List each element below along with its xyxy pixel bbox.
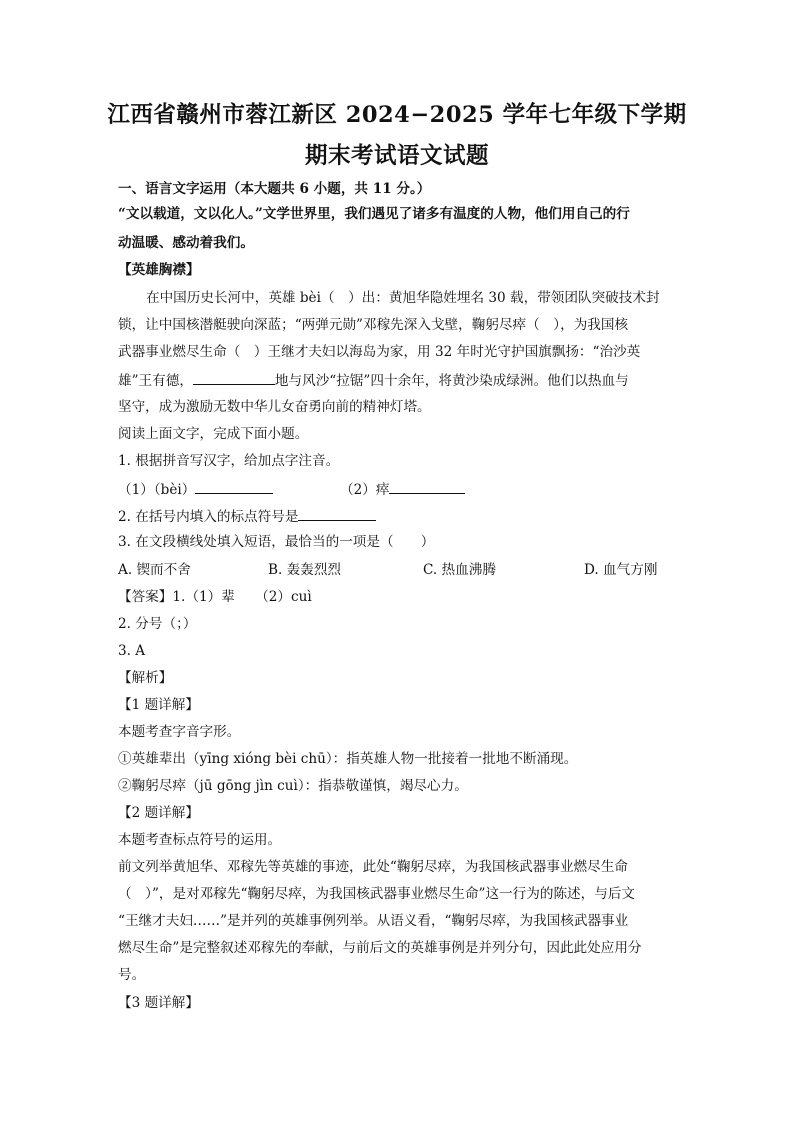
answer-line-1: 【答案】1.（1）辈 （2）cuì (118, 589, 312, 605)
fill-blank-line (193, 370, 275, 385)
option-d: D. 血气方刚 (584, 562, 658, 578)
passage-line-4 (118, 370, 629, 390)
intro-text-line-2: 动温暖、感动着我们。 (118, 235, 254, 251)
option-b: B. 轰轰烈烈 (268, 562, 342, 578)
answer-blank (389, 479, 465, 494)
question-1-part-a (118, 479, 273, 499)
question-1-part-b (340, 479, 465, 499)
answer-blank (298, 506, 376, 521)
detail-2-heading: 【2 题详解】 (118, 805, 199, 821)
detail-2-line-3: （ ）”，是对邓稼先“鞠躬尽瘁，为我国核武器事业燃尽生命”这一行为的陈述，与后文 (118, 886, 636, 902)
sub-heading: 【英雄胸襟】 (118, 262, 200, 278)
detail-2-line-2: 前文列举黄旭华、邓稼先等英雄的事迹，此处“鞠躬尽瘁，为我国核武器事业燃尽生命 (118, 859, 628, 875)
intro-text-line-1: “文以载道，文以化人。”文学世界里，我们遇见了诸多有温度的人物，他们用自己的行 (118, 206, 630, 222)
passage-line-3: 武器事业燃尽生命（ ）王继才夫妇以海岛为家，用 32 年时光守护国旗飘扬：“治沙英 (118, 344, 641, 360)
page-subtitle: 期末考试语文试题 (304, 143, 489, 169)
page-title: 江西省赣州市蓉江新区 2024−2025 学年七年级下学期 (107, 102, 687, 128)
passage-line-4-end: 地与风沙“拉锯”四十余年，将黄沙染成绿洲。他们以热血与 (274, 373, 629, 389)
detail-2-line-1: 本题考查标点符号的运用。 (118, 832, 282, 848)
passage-line-4-start: 雄”王有德， (118, 373, 193, 389)
answer-line-3: 3. A (118, 643, 146, 659)
analysis-heading: 【解析】 (118, 670, 173, 686)
detail-1-line-1: 本题考查字音字形。 (118, 724, 241, 740)
answer-line-2: 2. 分号（；） (118, 616, 197, 632)
option-c: C. 热血沸腾 (423, 562, 496, 578)
detail-2-line-4: “王继才夫妇……”是并列的英雄事例列举。从语义看，“鞠躬尽瘁，为我国核武器事业 (118, 913, 629, 929)
option-a: A. 锲而不舍 (118, 562, 191, 578)
detail-2-line-6: 号。 (118, 967, 146, 983)
detail-2-line-5: 燃尽生命”是完整叙述邓稼先的奉献，与前后文的英雄事例是并列分句，因此此处应用分 (118, 940, 642, 956)
detail-1-line-2: ①英雄辈出（yīng xióng bèi chū）：指英雄人物一批接着一批地不断涌现。 (118, 751, 578, 767)
passage-line-1: 在中国历史长河中，英雄 bèi（ ）出：黄旭华隐姓埋名 30 载，带领团队突破技术封 (146, 290, 660, 306)
question-1-part-b-label: （2）瘁 (340, 482, 390, 498)
detail-1-line-3: ②鞠躬尽瘁（jū gōng jìn cuì）：指恭敬谨慎，竭尽心力。 (118, 778, 468, 794)
question-3: 3. 在文段横线处填入短语，最恰当的一项是（ ） (118, 534, 435, 550)
passage-line-5: 坚守，成为激励无数中华儿女奋勇向前的精神灯塔。 (118, 399, 431, 415)
detail-3-heading: 【3 题详解】 (118, 995, 199, 1011)
question-2-label: 2. 在括号内填入的标点符号是 (118, 509, 299, 525)
question-1: 1. 根据拼音写汉字，给加点字注音。 (118, 453, 340, 469)
answer-blank (195, 479, 273, 494)
detail-1-heading: 【1 题详解】 (118, 697, 199, 713)
passage-line-2: 锁，让中国核潜艇驶向深蓝；“两弹元勋”邓稼先深入戈壁，鞠躬尽瘁（ ），为我国核 (118, 317, 629, 333)
section-heading: 一、语言文字运用（本大题共 6 小题，共 11 分。） (118, 181, 431, 197)
question-2 (118, 506, 376, 526)
question-1-part-a-label: （1）（bèi） (118, 482, 196, 498)
instruction-text: 阅读上面文字，完成下面小题。 (118, 426, 309, 442)
